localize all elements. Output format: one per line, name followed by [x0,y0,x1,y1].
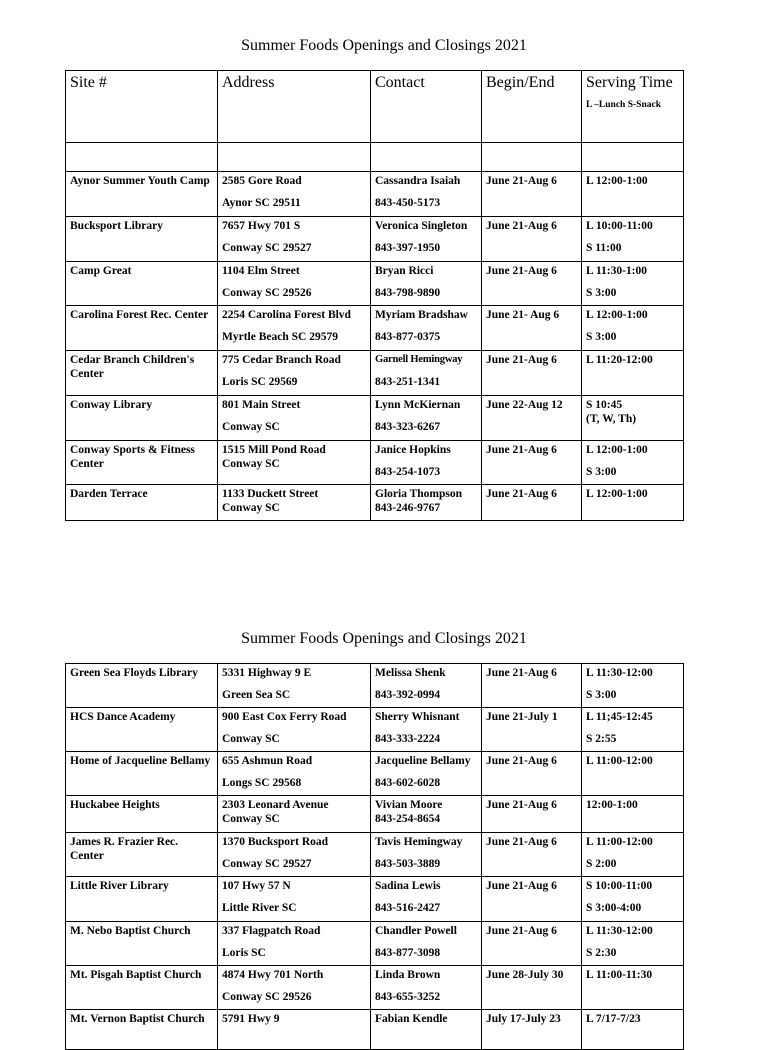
table-1-body [66,143,684,521]
contact-line: 843-392-0994 [375,689,441,701]
address-line: 1370 Bucksport Road [222,836,329,848]
address-line: 655 Ashmun Road [222,755,313,767]
contact-line: Garnell Hemingway [375,354,463,365]
cell-site [66,752,218,796]
site-line: Camp Great [70,265,132,277]
cell-dates [482,217,582,262]
address-line: Loris SC [222,947,266,959]
cell-contact [371,172,482,217]
cell-site [66,396,218,441]
address-line: Myrtle Beach SC 29579 [222,331,338,343]
site-line: Bucksport Library [70,220,163,232]
line-gap [375,680,477,688]
table-row [66,833,684,877]
serving-line: S 2:55 [586,733,617,745]
dates-line: June 21-Aug 6 [486,175,557,187]
contact-line: 843-246-9767 [375,502,441,514]
cell-contact [371,262,482,306]
dates-line: June 21-Aug 6 [486,488,557,500]
site-line: Carolina Forest Rec. Center [70,309,209,321]
address-line: Conway SC [222,502,280,514]
address-line: 801 Main Street [222,399,301,411]
address-line: Conway SC 29527 [222,858,312,870]
cell-address [218,796,371,833]
serving-line: L 11:30-12:00 [586,667,653,679]
line-gap [222,893,366,901]
cell-contact [371,752,482,796]
contact-line: 843-333-2224 [375,733,441,745]
cell-address [218,351,371,396]
sites-table-1 [65,70,684,521]
serving-line: L 11:00-12:00 [586,836,653,848]
table-row [66,172,684,217]
contact-line: Gloria Thompson [375,488,463,500]
table-row [66,708,684,752]
line-gap [222,982,366,990]
site-line: M. Nebo Baptist Church [70,925,191,937]
contact-line: Linda Brown [375,969,441,981]
table-row [66,664,684,708]
cell-address [218,752,371,796]
cell-dates [482,172,582,217]
address-line: 1133 Duckett Street [222,488,319,500]
cell-contact [371,922,482,966]
cell-contact [371,833,482,877]
dates-line: June 22-Aug 12 [486,399,563,411]
contact-line: 843-877-3098 [375,947,441,959]
contact-line: 843-655-3252 [375,991,441,1003]
cell-site [66,217,218,262]
dates-line: June 21-Aug 6 [486,265,557,277]
table-row [66,217,684,262]
cell-dates [482,877,582,922]
table-row [66,396,684,441]
address-line: 2585 Gore Road [222,175,302,187]
line-gap [586,322,679,330]
line-gap [375,849,477,857]
line-gap [586,457,679,465]
address-line: Conway SC [222,813,280,825]
line-gap [375,457,477,465]
serving-line: L 11:00-11:30 [586,969,653,981]
line-gap [222,188,366,196]
serving-line: L 11:30-1:00 [586,265,648,277]
table-row [66,922,684,966]
cell-serving [582,485,684,521]
line-gap [375,412,477,420]
dates-line: June 21-July 1 [486,711,558,723]
cell-site [66,796,218,833]
cell-site [66,922,218,966]
dates-line: June 21-Aug 6 [486,220,557,232]
cell-contact [371,966,482,1010]
contact-line: Tavis Hemingway [375,836,463,848]
cell-dates [482,708,582,752]
cell-site [66,441,218,485]
cell-address [218,485,371,521]
header-address: Address [218,71,371,143]
line-gap [375,724,477,732]
line-gap [222,233,366,241]
contact-line: Veronica Singleton [375,220,468,232]
cell-address [218,877,371,922]
table-row [66,1010,684,1050]
table-2-body [66,664,684,1050]
dates-line: July 17-July 23 [486,1013,561,1025]
address-line: Little River SC [222,902,297,914]
dates-line: June 21-Aug 6 [486,799,557,811]
cell-serving [582,708,684,752]
serving-line: S 2:00 [586,858,617,870]
cell-address [218,306,371,351]
line-gap [375,938,477,946]
cell-serving [582,1010,684,1050]
contact-line: Fabian Kendle [375,1013,448,1025]
contact-line: 843-602-6028 [375,777,441,789]
serving-line: S 2:30 [586,947,617,959]
cell-serving [582,306,684,351]
cell-dates [482,796,582,833]
dates-line: June 21-Aug 6 [486,667,557,679]
cell-dates [482,752,582,796]
serving-line: L 11:00-12:00 [586,755,653,767]
cell-contact [371,485,482,521]
cell-site [66,877,218,922]
cell-contact [371,664,482,708]
contact-line: 843-323-6267 [375,421,441,433]
site-line: Darden Terrace [70,488,148,500]
cell-address [218,922,371,966]
cell-dates [482,351,582,396]
contact-line: 843-450-5173 [375,197,441,209]
cell-address [218,396,371,441]
serving-line: L 11;45-12:45 [586,711,653,723]
contact-line: Melissa Shenk [375,667,446,679]
cell-contact [371,351,482,396]
contact-line: Lynn McKiernan [375,399,461,411]
serving-line: L 12:00-1:00 [586,309,648,321]
table-row [66,877,684,922]
cell-serving [582,796,684,833]
dates-line: June 28-July 30 [486,969,564,981]
address-line: 1515 Mill Pond Road [222,444,326,456]
contact-line: Sherry Whisnant [375,711,460,723]
line-gap [375,982,477,990]
cell-dates [482,306,582,351]
site-line: Mt. Vernon Baptist Church [70,1013,205,1025]
header-serving-time [582,71,684,143]
address-line: Longs SC 29568 [222,777,302,789]
cell-contact [371,796,482,833]
section-1-title: Summer Foods Openings and Closings 2021 [241,37,527,54]
cell-site [66,708,218,752]
address-line: 900 East Cox Ferry Road [222,711,347,723]
header-contact: Contact [371,71,482,143]
address-line: Conway SC 29527 [222,242,312,254]
table-row [66,485,684,521]
serving-line: S 3:00 [586,689,617,701]
cell-serving [582,396,684,441]
table-row [66,351,684,396]
address-line: Loris SC 29569 [222,376,298,388]
cell-contact [371,306,482,351]
line-gap [586,724,679,732]
cell-site [66,351,218,396]
cell-contact [371,1010,482,1050]
cell-site [66,966,218,1010]
line-gap [586,278,679,286]
cell-site [66,1010,218,1050]
table-row [66,796,684,833]
cell-site [66,833,218,877]
line-gap [222,938,366,946]
line-gap [375,768,477,776]
table-row [66,752,684,796]
site-line: Cedar Branch Children's Center [70,354,195,380]
line-gap [222,680,366,688]
cell-dates [482,966,582,1010]
cell-site [66,172,218,217]
dates-line: June 21- Aug 6 [486,309,560,321]
table-row [66,966,684,1010]
cell-serving [582,922,684,966]
address-line: 5791 Hwy 9 [222,1013,280,1025]
cell-contact [371,877,482,922]
cell-serving [582,217,684,262]
contact-line: 843-503-3889 [375,858,441,870]
cell-serving [582,172,684,217]
line-gap [222,412,366,420]
dates-line: June 21-Aug 6 [486,836,557,848]
line-gap [586,680,679,688]
contact-line: 843-516-2427 [375,902,441,914]
contact-line: Vivian Moore [375,799,443,811]
site-line: Home of Jacqueline Bellamy [70,755,211,767]
line-gap [222,768,366,776]
line-gap [222,367,366,375]
table-row [66,306,684,351]
cell-serving [582,664,684,708]
address-line: 5331 Highway 9 E [222,667,312,679]
cell-serving [582,833,684,877]
cell-address [218,966,371,1010]
cell-address [218,664,371,708]
cell-dates [482,396,582,441]
address-line: Conway SC [222,421,280,433]
cell-contact [371,217,482,262]
address-line: 107 Hwy 57 N [222,880,291,892]
site-line: Little River Library [70,880,169,892]
contact-line: Janice Hopkins [375,444,451,456]
cell-dates [482,441,582,485]
serving-line: L 12:00-1:00 [586,488,648,500]
table-row [66,262,684,306]
contact-line: Chandler Powell [375,925,457,937]
serving-line: L 12:00-1:00 [586,175,648,187]
contact-line: 843-254-8654 [375,813,441,825]
line-gap [222,724,366,732]
cell-serving [582,752,684,796]
cell-address [218,708,371,752]
address-line: 1104 Elm Street [222,265,300,277]
address-line: Conway SC [222,458,280,470]
dates-line: June 21-Aug 6 [486,444,557,456]
cell-address [218,262,371,306]
cell-site [66,306,218,351]
serving-line: S 3:00 [586,331,617,343]
cell-dates [482,664,582,708]
header-begin-end: Begin/End [482,71,582,143]
section-2-title: Summer Foods Openings and Closings 2021 [241,630,527,647]
address-line: Aynor SC 29511 [222,197,301,209]
cell-serving [582,441,684,485]
line-gap [586,938,679,946]
site-line: Conway Sports & Fitness Center [70,444,195,470]
contact-line: Cassandra Isaiah [375,175,461,187]
site-line: Conway Library [70,399,153,411]
cell-site [66,485,218,521]
line-gap [222,278,366,286]
cell-dates [482,1010,582,1050]
contact-line: 843-877-0375 [375,331,441,343]
dates-line: June 21-Aug 6 [486,925,557,937]
cell-dates [482,833,582,877]
cell-dates [482,485,582,521]
line-gap [375,893,477,901]
address-line: 337 Flagpatch Road [222,925,321,937]
serving-line: S 3:00 [586,466,617,478]
site-line: Huckabee Heights [70,799,160,811]
header-site: Site # [66,71,218,143]
serving-line: L 11:30-12:00 [586,925,653,937]
cell-address [218,217,371,262]
cell-dates [482,922,582,966]
serving-line: (T, W, Th) [586,413,637,425]
contact-line: Sadina Lewis [375,880,441,892]
line-gap [375,278,477,286]
cell-contact [371,396,482,441]
contact-line: 843-251-1341 [375,376,441,388]
contact-line: Bryan Ricci [375,265,434,277]
cell-site [66,664,218,708]
dates-line: June 21-Aug 6 [486,354,557,366]
line-gap [222,322,366,330]
dates-line: June 21-Aug 6 [486,755,557,767]
contact-line: 843-798-9890 [375,287,441,299]
cell-serving [582,966,684,1010]
cell-address [218,172,371,217]
address-line: 4874 Hwy 701 North [222,969,324,981]
cell-address [218,441,371,485]
site-line: Mt. Pisgah Baptist Church [70,969,202,981]
address-line: Green Sea SC [222,689,291,701]
serving-line: S 10:00-11:00 [586,880,653,892]
serving-line: L 11:20-12:00 [586,354,653,366]
cell-site [66,262,218,306]
serving-line: L 10:00-11:00 [586,220,653,232]
line-gap [375,367,477,375]
cell-serving [582,877,684,922]
blank-row [66,143,684,172]
address-line: 775 Cedar Branch Road [222,354,341,366]
line-gap [586,849,679,857]
serving-line: S 10:45 [586,399,623,411]
serving-line: 12:00-1:00 [586,799,638,811]
line-gap [586,233,679,241]
contact-line: 843-397-1950 [375,242,441,254]
line-gap [222,849,366,857]
line-gap [586,893,679,901]
cell-contact [371,441,482,485]
address-line: Conway SC 29526 [222,991,312,1003]
contact-line: Myriam Bradshaw [375,309,468,321]
sites-table-2 [65,663,684,1050]
address-line: Conway SC 29526 [222,287,312,299]
address-line: 2254 Carolina Forest Blvd [222,309,351,321]
serving-line: S 11:00 [586,242,622,254]
header-serving-time-label: Serving Time [586,74,673,91]
serving-line: S 3:00 [586,287,617,299]
serving-line: L 7/17-7/23 [586,1013,641,1025]
cell-address [218,833,371,877]
address-line: 2303 Leonard Avenue [222,799,329,811]
site-line: Aynor Summer Youth Camp [70,175,210,187]
site-line: Green Sea Floyds Library [70,667,198,679]
cell-serving [582,262,684,306]
contact-line: 843-254-1073 [375,466,441,478]
line-gap [375,233,477,241]
site-line: James R. Frazier Rec. Center [70,836,179,862]
site-line: HCS Dance Academy [70,711,176,723]
serving-line: S 3:00-4:00 [586,902,642,914]
header-serving-note: L –Lunch S-Snack [586,100,661,110]
line-gap [375,322,477,330]
cell-serving [582,351,684,396]
serving-line: L 12:00-1:00 [586,444,648,456]
contact-line: Jacqueline Bellamy [375,755,471,767]
cell-address [218,1010,371,1050]
cell-contact [371,708,482,752]
cell-dates [482,262,582,306]
line-gap [375,188,477,196]
address-line: 7657 Hwy 701 S [222,220,301,232]
table-row [66,441,684,485]
dates-line: June 21-Aug 6 [486,880,557,892]
address-line: Conway SC [222,733,280,745]
